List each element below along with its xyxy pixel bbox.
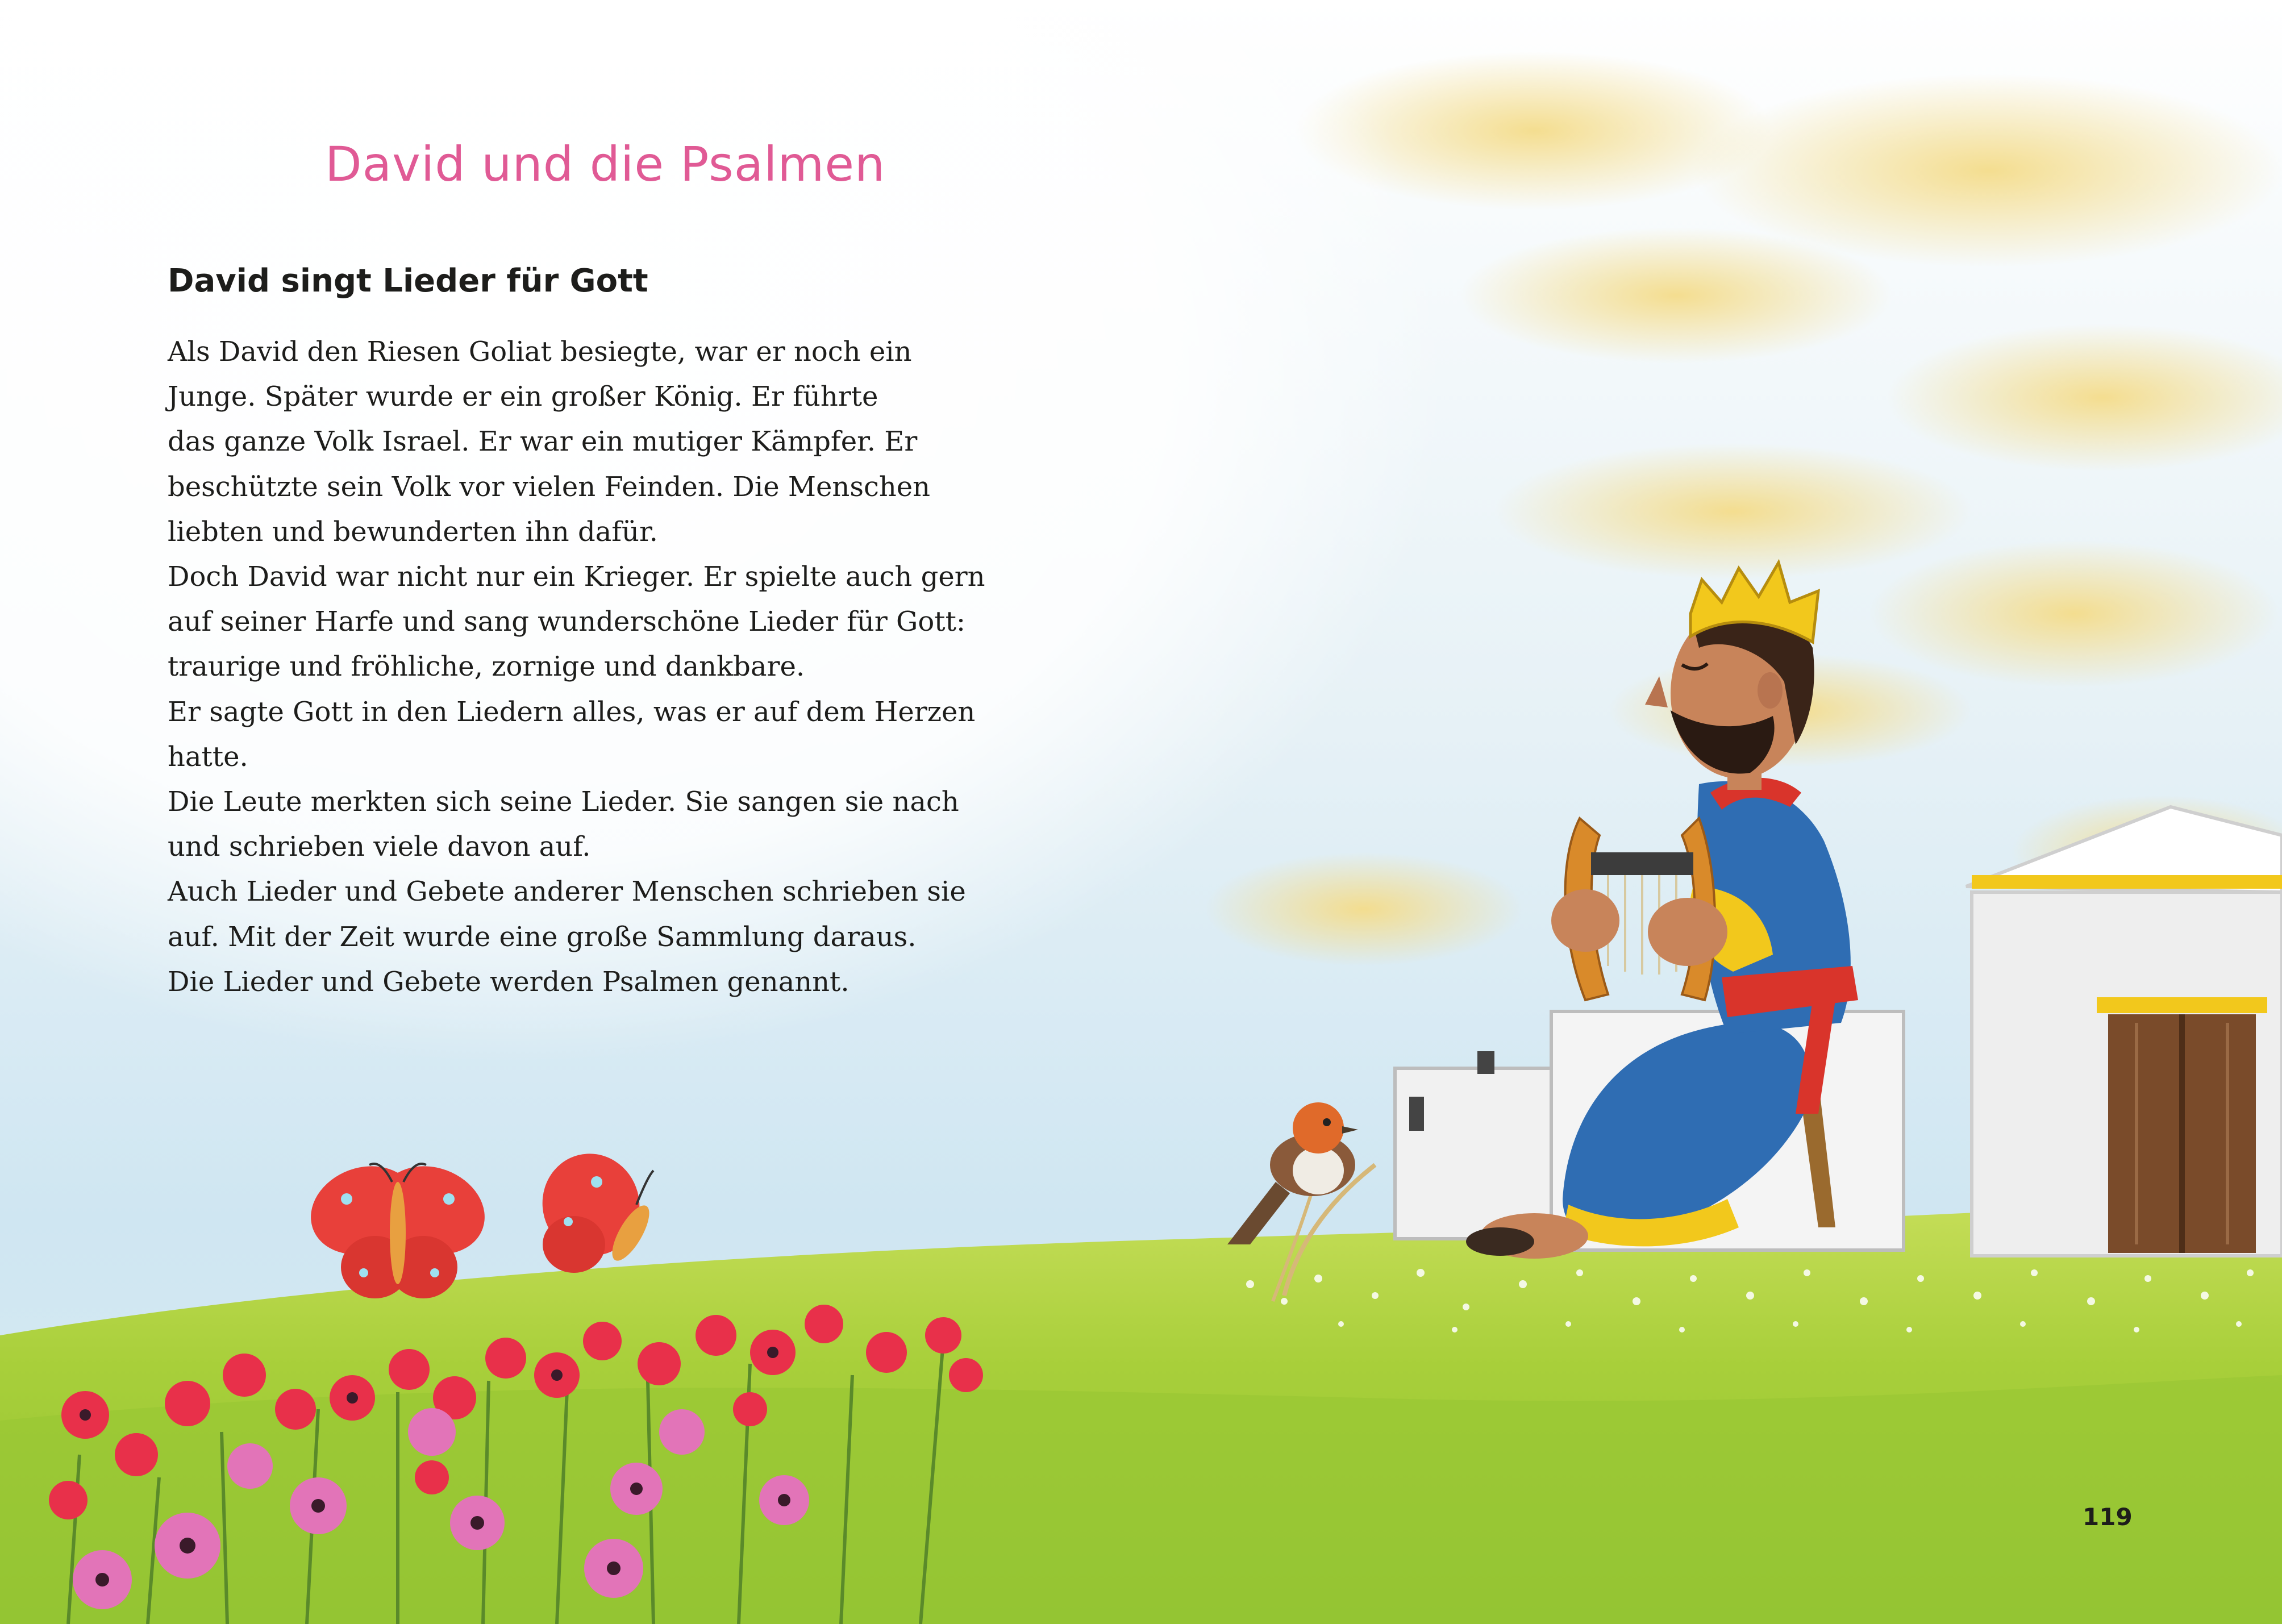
story-line: Auch Lieder und Gebete anderer Menschen schrieben sie xyxy=(168,876,966,908)
story-line: beschützte sein Volk vor vielen Feinden. Die Menschen xyxy=(168,470,931,503)
story-text xyxy=(168,330,1009,1005)
story-line: auf. Mit der Zeit wurde eine große Sammlung daraus. xyxy=(168,921,917,953)
story-line: das ganze Volk Israel. Er war ein mutiger Kämpfer. Er xyxy=(168,426,918,458)
story-line: Die Lieder und Gebete werden Psalmen genannt. xyxy=(168,965,849,998)
story-line: und schrieben viele davon auf. xyxy=(168,831,591,863)
story-line: auf seiner Harfe und sang wunderschöne Lieder für Gott: xyxy=(168,606,966,638)
story-line: liebten und bewunderten ihn dafür. xyxy=(168,515,658,548)
section-subtitle: David singt Lieder für Gott xyxy=(168,263,648,299)
story-line: Doch David war nicht nur ein Krieger. Er spielte auch gern xyxy=(168,561,985,593)
temple-building-icon xyxy=(1966,807,2282,1256)
story-line: Als David den Riesen Goliat besiegte, war er noch ein xyxy=(168,336,912,368)
story-line: Die Leute merkten sich seine Lieder. Sie sangen sie nach xyxy=(168,786,959,818)
page-title: David und die Psalmen xyxy=(325,136,886,192)
story-line: Junge. Später wurde er ein großer König. Er führte xyxy=(168,381,878,413)
story-line: Er sagte Gott in den Liedern alles, was er auf dem Herzen xyxy=(168,696,976,728)
story-line: hatte. xyxy=(168,740,248,773)
story-line: traurige und fröhliche, zornige und dankbare. xyxy=(168,651,805,683)
page-number: 119 xyxy=(2083,1503,2133,1531)
